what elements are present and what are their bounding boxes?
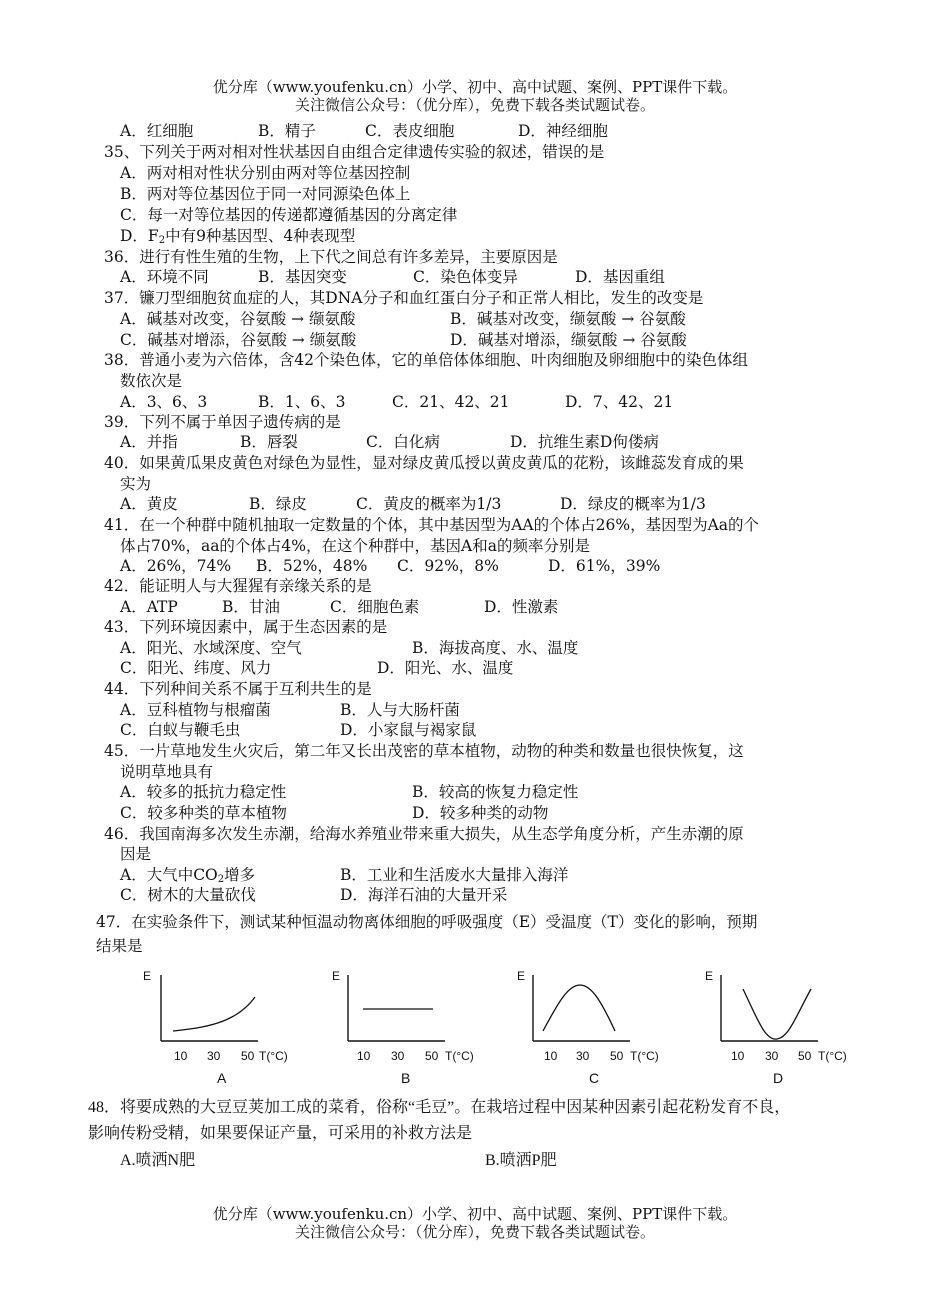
q40-option-a: A．黄皮 xyxy=(120,495,178,513)
q37-stem: 37．镰刀型细胞贫血症的人，其DNA分子和血红蛋白分子和正常人相比，发生的改变是 xyxy=(104,289,704,307)
q42-option-a: A．ATP xyxy=(120,598,178,616)
q34-option-b: B．精子 xyxy=(258,122,316,140)
q43-option-c: C．阳光、纬度、风力 xyxy=(120,659,272,677)
q36-option-b: B．基因突变 xyxy=(258,268,347,286)
q35-option-a: A．两对相对性状分别由两对等位基因控制 xyxy=(120,164,411,182)
q36-stem: 36．进行有性生殖的生物，上下代之间总有许多差异，主要原因是 xyxy=(104,248,558,266)
q45-stem-line2: 说明草地具有 xyxy=(120,763,214,781)
graph-c-curve xyxy=(543,985,615,1031)
q41-stem-line2: 体占70%，aa的个体占4%，在这个种群中，基因A和a的频率分别是 xyxy=(120,537,590,555)
graph-a-curve xyxy=(173,997,255,1031)
q38-stem-line2: 数依次是 xyxy=(120,372,183,390)
graph-c-svg xyxy=(510,963,670,1068)
q37-option-d: D．碱基对增添，缬氨酸 → 谷氨酸 xyxy=(450,331,687,349)
graph-d xyxy=(697,963,867,1072)
q46-option-a: A．大气中$CO_2$增多 xyxy=(120,866,256,885)
q40-option-d: D．绿皮的概率为1/3 xyxy=(560,495,706,513)
q39-option-c: C．白化病 xyxy=(366,433,440,451)
q34-option-c: C．表皮细胞 xyxy=(365,122,455,140)
q47-stem-line1: 47．在实验条件下，测试某种恒温动物离体细胞的呼吸强度（E）受温度（T）变化的影响，预期 xyxy=(96,913,758,931)
q39-option-b: B．唇裂 xyxy=(240,433,298,451)
graph-b-y-label: E xyxy=(332,969,341,983)
q46-stem-line1: 46．我国南海多次发生赤潮，给海水养殖业带来重大损失，从生态学角度分析，产生赤潮的原 xyxy=(104,825,744,843)
graph-a-x-label: T(°C) xyxy=(259,1049,288,1063)
q39-stem: 39．下列不属于单因子遗传病的是 xyxy=(104,413,341,431)
graph-b-tick-30: 30 xyxy=(391,1049,405,1063)
q48-stem-line1: 48．将要成熟的大豆豆荚加工成的菜肴，俗称“毛豆”。在栽培过程中因某种因素引起花粉发育不良， xyxy=(88,1099,791,1116)
page-header xyxy=(0,78,950,114)
graph-c-tick-50: 50 xyxy=(610,1049,624,1063)
graph-c-x-label: T(°C) xyxy=(630,1049,659,1063)
q36-option-c: C．染色体变异 xyxy=(413,268,518,286)
q38-option-b: B．1、6、3 xyxy=(258,393,346,411)
q41-option-b: B．52%，48% xyxy=(256,557,368,575)
q48-option-a: A.喷洒N肥 xyxy=(120,1152,196,1169)
q44-option-a: A．豆科植物与根瘤菌 xyxy=(120,701,271,719)
graph-b-label: B xyxy=(401,1070,411,1086)
q37-option-a: A．碱基对改变，谷氨酸 → 缬氨酸 xyxy=(120,310,356,328)
graph-d-y-label: E xyxy=(705,969,714,983)
q35-option-b: B．两对等位基因位于同一对同源染色体上 xyxy=(120,185,411,203)
q37-option-b: B．碱基对改变，缬氨酸 → 谷氨酸 xyxy=(450,310,686,328)
graph-a xyxy=(140,963,300,1072)
q45-option-c: C．较多种类的草本植物 xyxy=(120,804,287,822)
graph-c-tick-10: 10 xyxy=(544,1049,558,1063)
q43-stem: 43．下列环境因素中，属于生态因素的是 xyxy=(104,618,388,636)
q40-option-c: C．黄皮的概率为1/3 xyxy=(356,495,502,513)
page-footer xyxy=(0,1205,950,1241)
graph-a-y-label: E xyxy=(143,969,152,983)
graph-c-tick-30: 30 xyxy=(576,1049,590,1063)
q43-option-d: D．阳光、水、温度 xyxy=(377,659,514,677)
q39-option-a: A．并指 xyxy=(120,433,178,451)
footer-line-2: 关注微信公众号：（优分库），免费下载各类试题试卷。 xyxy=(294,1223,655,1241)
q46-option-c: C．树木的大量砍伐 xyxy=(120,886,256,904)
q41-option-c: C．92%，8% xyxy=(397,557,499,575)
q35-option-c: C．每一对等位基因的传递都遵循基因的分离定律 xyxy=(120,206,458,224)
q40-option-b: B．绿皮 xyxy=(249,495,307,513)
graph-d-tick-50: 50 xyxy=(798,1049,812,1063)
q40-stem-line2: 实为 xyxy=(120,475,152,493)
graph-a-tick-10: 10 xyxy=(174,1049,188,1063)
graph-c xyxy=(510,963,670,1072)
graph-b-tick-50: 50 xyxy=(425,1049,439,1063)
q35-stem: 35、下列关于两对相对性状基因自由组合定律遗传实验的叙述，错误的是 xyxy=(104,143,605,161)
graph-b-svg xyxy=(327,963,487,1068)
q46-option-b: B．工业和生活废水大量排入海洋 xyxy=(340,866,569,884)
header-line-1: 优分库（www.youfenku.cn）小学、初中、高中试题、案例、PPT课件下载。 xyxy=(212,78,738,96)
q38-option-a: A．3、6、3 xyxy=(120,393,208,411)
q45-option-d: D．较多种类的动物 xyxy=(412,804,549,822)
q41-option-a: A．26%，74% xyxy=(120,557,232,575)
q44-stem: 44．下列种间关系不属于互利共生的是 xyxy=(104,680,372,698)
q42-option-c: C．细胞色素 xyxy=(330,598,420,616)
graph-d-label: D xyxy=(773,1070,784,1086)
graph-c-label: C xyxy=(589,1070,600,1086)
q45-option-b: B．较高的恢复力稳定性 xyxy=(412,783,579,801)
footer-line-1: 优分库（www.youfenku.cn）小学、初中、高中试题、案例、PPT课件下载。 xyxy=(212,1205,738,1223)
q45-option-a: A．较多的抵抗力稳定性 xyxy=(120,783,287,801)
graph-c-y-label: E xyxy=(517,969,526,983)
graph-b xyxy=(327,963,487,1072)
q48-stem-line2: 影响传粉受精，如果要保证产量，可采用的补救方法是 xyxy=(88,1125,473,1142)
graph-d-curve xyxy=(743,989,811,1039)
graph-a-label: A xyxy=(217,1070,227,1086)
graph-d-svg xyxy=(697,963,867,1068)
q44-option-d: D．小家鼠与褐家鼠 xyxy=(340,721,477,739)
q48-option-b: B.喷洒P肥 xyxy=(485,1152,557,1169)
q41-option-d: D．61%，39% xyxy=(548,557,661,575)
q46-option-d: D．海洋石油的大量开采 xyxy=(340,886,508,904)
q43-option-b: B．海拔高度、水、温度 xyxy=(412,639,579,657)
q46-stem-line2: 因是 xyxy=(120,845,152,863)
graph-d-tick-30: 30 xyxy=(765,1049,779,1063)
q39-option-d: D．抗维生素D佝偻病 xyxy=(510,433,659,451)
q40-stem-line1: 40．如果黄瓜果皮黄色对绿色为显性，显对绿皮黄瓜授以黄皮黄瓜的花粉，该雌蕊发育成的果 xyxy=(104,454,744,472)
header-line-2: 关注微信公众号：（优分库），免费下载各类试题试卷。 xyxy=(294,96,655,114)
graph-d-tick-10: 10 xyxy=(731,1049,745,1063)
q42-option-d: D．性激素 xyxy=(484,598,559,616)
q45-stem-line1: 45．一片草地发生火灾后，第二年又长出茂密的草本植物，动物的种类和数量也很快恢复，这 xyxy=(104,742,744,760)
graph-d-x-label: T(°C) xyxy=(818,1049,847,1063)
graph-a-tick-50: 50 xyxy=(241,1049,255,1063)
q36-option-a: A．环境不同 xyxy=(120,268,209,286)
q38-stem-line1: 38．普通小麦为六倍体，含42个染色体，它的单倍体体细胞、叶肉细胞及卵细胞中的染色体组 xyxy=(104,351,748,369)
q44-option-c: C．白蚁与鞭毛虫 xyxy=(120,721,241,739)
q34-option-a: A．红细胞 xyxy=(120,122,194,140)
q43-option-a: A．阳光、水域深度、空气 xyxy=(120,639,302,657)
q44-option-b: B．人与大肠杆菌 xyxy=(340,701,460,719)
graph-b-x-label: T(°C) xyxy=(445,1049,474,1063)
q41-stem-line1: 41．在一个种群中随机抽取一定数量的个体，其中基因型为AA的个体占26%，基因型为Aa的个 xyxy=(104,516,759,534)
q35-option-d: D．$F_2$中有9种基因型、4种表现型 xyxy=(120,227,356,246)
q47-stem-line2: 结果是 xyxy=(96,937,143,955)
graph-a-tick-30: 30 xyxy=(207,1049,221,1063)
q38-option-d: D．7、42、21 xyxy=(565,393,674,411)
graph-a-svg xyxy=(140,963,300,1068)
q42-stem: 42．能证明人与大猩猩有亲缘关系的是 xyxy=(104,577,372,595)
q37-option-c: C．碱基对增添，谷氨酸 → 缬氨酸 xyxy=(120,331,357,349)
q38-option-c: C．21、42、21 xyxy=(392,393,510,411)
graph-b-tick-10: 10 xyxy=(357,1049,371,1063)
q34-option-d: D．神经细胞 xyxy=(518,122,608,140)
q36-option-d: D．基因重组 xyxy=(575,268,665,286)
q42-option-b: B．甘油 xyxy=(222,598,280,616)
